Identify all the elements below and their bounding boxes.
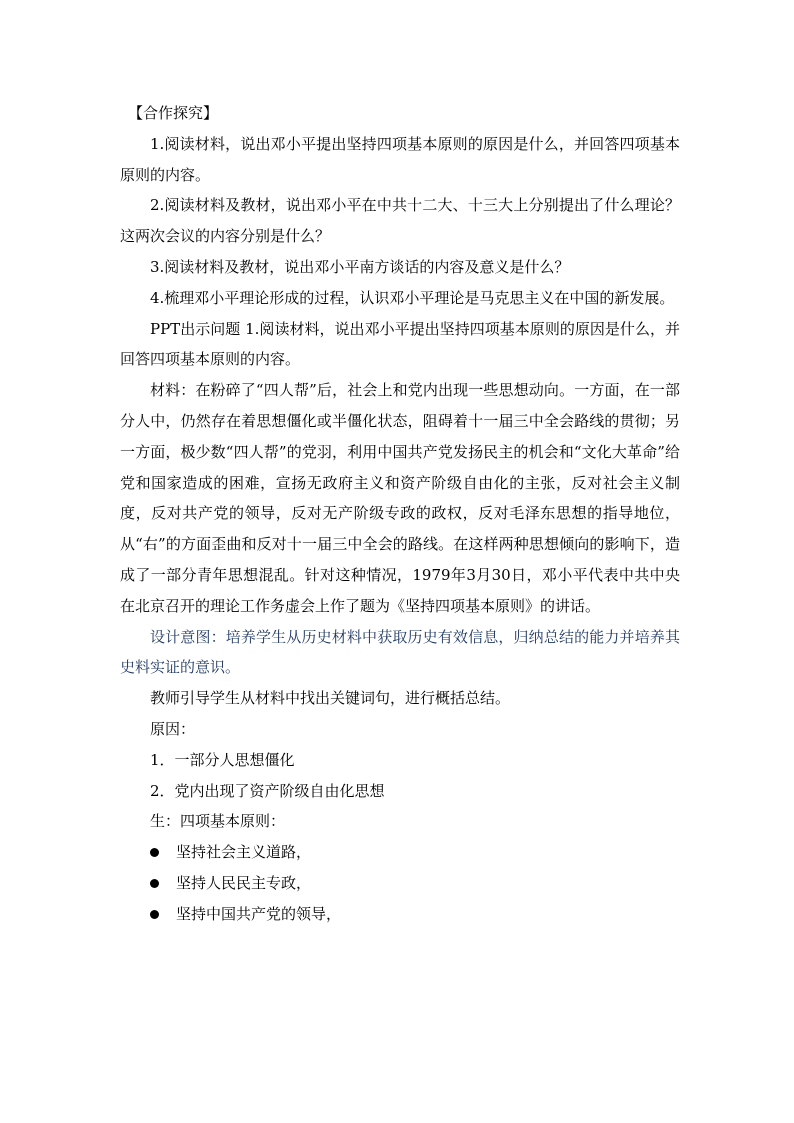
principles-label: 生：四项基本原则： — [150, 812, 286, 831]
principles-list — [120, 837, 680, 929]
bullet-icon — [150, 879, 159, 888]
principle-item-2 — [120, 868, 680, 899]
reasons-label: 原因： — [150, 719, 196, 738]
ppt-prompt: PPT出示问题 1.阅读材料，说出邓小平提出坚持四项基本原则的原因是什么，并回答四项基本原则的内容。 — [120, 319, 680, 369]
question-3: 3.阅读材料及教材，说出邓小平南方谈话的内容及意义是什么？ — [150, 257, 570, 276]
principle-text: 坚持中国共产党的领导， — [176, 904, 342, 923]
teacher-guide: 教师引导学生从材料中找出关键词句，进行概括总结。 — [150, 689, 511, 708]
principle-item-1 — [120, 837, 680, 868]
bullet-icon — [150, 848, 159, 857]
question-2: 2.阅读材料及教材，说出邓小平在中共十二大、十三大上分别提出了什么理论？这两次会议的内容分别是什么？ — [120, 196, 680, 246]
principle-item-3 — [120, 899, 680, 930]
document-page — [120, 98, 680, 930]
bullet-icon — [150, 910, 159, 919]
reason-item-2: 2．党内出现了资产阶级自由化思想 — [150, 781, 385, 800]
material-paragraph: 材料：在粉碎了“四人帮”后，社会上和党内出现一些思想动向。一方面，在一部分人中，仍然存在着思想僵化或半僵化状态，阻碍着十一届三中全会路线的贯彻；另一方面，极少数“四人帮”的党羽，利用中国共产党发扬民主的机会和“文化大革命”给党和国家造成的困难，宣扬无政府主义和资产阶级自由化的主张，反对社会主义制度，反对共产党的领导，反对无产阶级专政的政权，反对毛泽东思想的指导地位，从“右”的方面歪曲和反对十一届三中全会的路线。在这样两种思想倾向的影响下，造成了一部分青年思想混乱。针对这种情况，1979年3月30日，邓小平代表中共中央在北京召开的理论工作务虚会上作了题为《坚持四项基本原则》的讲话。 — [120, 381, 680, 615]
question-1: 1.阅读材料，说出邓小平提出坚持四项基本原则的原因是什么，并回答四项基本原则的内容。 — [120, 134, 680, 184]
design-intent: 设计意图：培养学生从历史材料中获取历史有效信息，归纳总结的能力并培养其史料实证的意识。 — [120, 627, 680, 677]
question-4: 4.梳理邓小平理论形成的过程，认识邓小平理论是马克思主义在中国的新发展。 — [150, 288, 675, 307]
principle-text: 坚持社会主义道路， — [176, 843, 312, 862]
reason-item-1: 1．一部分人思想僵化 — [150, 750, 295, 769]
section-heading: 【合作探究】 — [128, 104, 219, 122]
principle-text: 坚持人民民主专政， — [176, 873, 312, 892]
